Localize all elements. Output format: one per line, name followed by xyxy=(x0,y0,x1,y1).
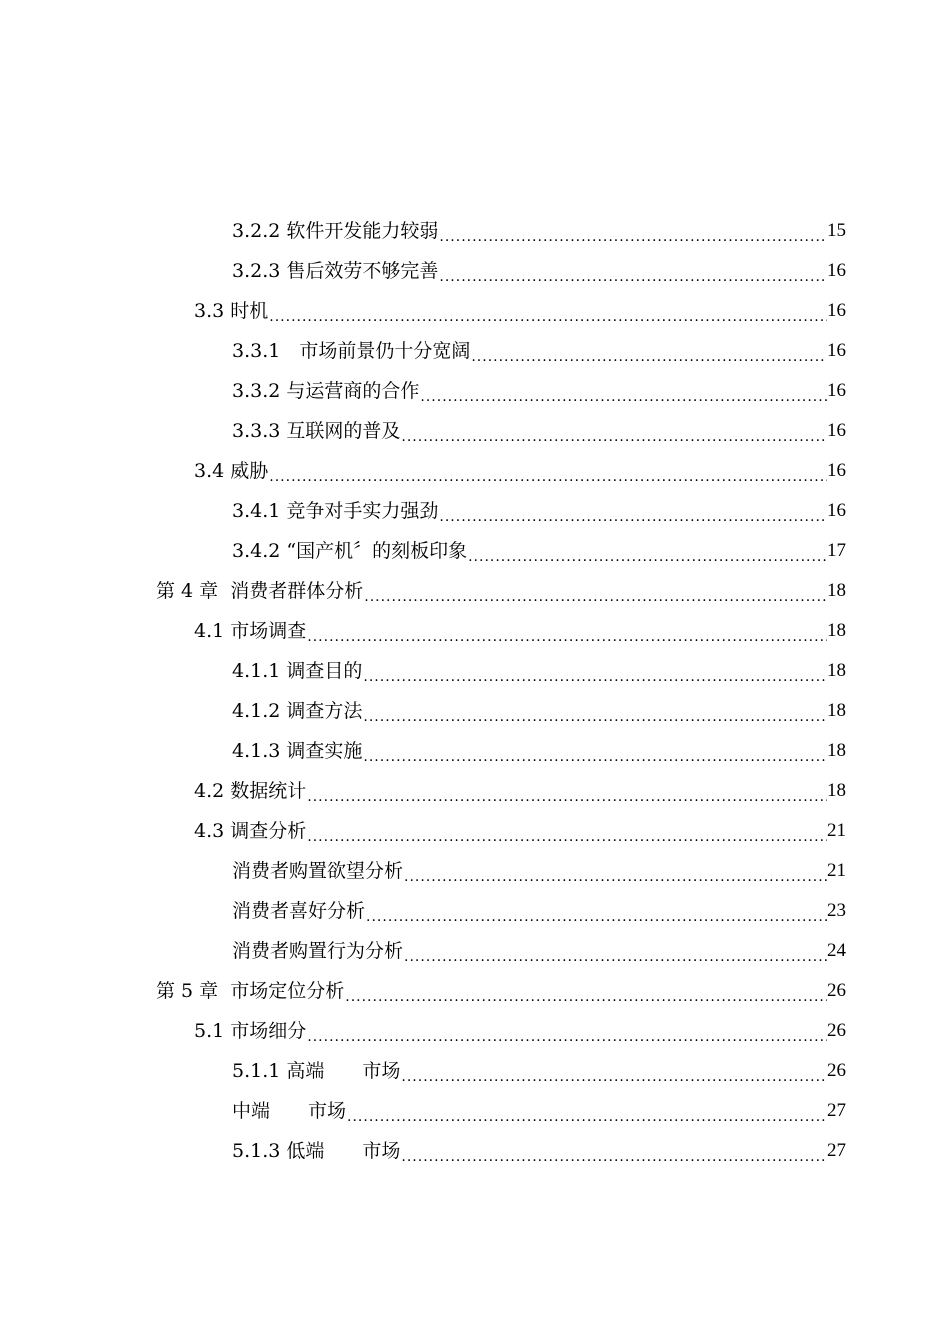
toc-page-number: 16 xyxy=(827,260,846,281)
toc-entry[interactable] xyxy=(0,651,950,691)
toc-page-number: 16 xyxy=(827,340,846,361)
toc-entry-title: 3.4.2 “国产机〞的刻板印象 xyxy=(232,540,468,562)
toc-entry-title: 3.2.2 软件开发能力较弱 xyxy=(232,220,439,242)
toc-page-number: 21 xyxy=(827,860,846,881)
toc-dot-leader xyxy=(365,903,827,931)
toc-entry-title: 4.2 数据统计 xyxy=(194,780,307,802)
toc-dot-leader xyxy=(268,303,827,331)
toc-page-number: 18 xyxy=(827,780,846,801)
toc-entry-title: 4.1.2 调查方法 xyxy=(232,700,363,722)
toc-dot-leader xyxy=(438,263,827,291)
toc-entry[interactable] xyxy=(0,331,950,371)
toc-entry[interactable] xyxy=(0,851,950,891)
toc-dot-leader xyxy=(306,623,827,651)
toc-entry-title: 5.1 市场细分 xyxy=(194,1020,307,1042)
toc-dot-leader xyxy=(362,663,827,691)
toc-page-number: 16 xyxy=(827,460,846,481)
toc-page-number: 18 xyxy=(827,700,846,721)
toc-entry-title: 3.3.1 市场前景仍十分宽阔 xyxy=(232,340,471,362)
toc-entry-title: 3.3.3 互联网的普及 xyxy=(232,420,401,442)
toc-entry[interactable] xyxy=(0,291,950,331)
toc-dot-leader xyxy=(419,383,827,411)
toc-entry[interactable] xyxy=(0,571,950,611)
toc-entry-title: 4.3 调查分析 xyxy=(194,820,307,842)
toc-page-number: 16 xyxy=(827,420,846,441)
toc-entry[interactable] xyxy=(0,771,950,811)
toc-entry[interactable] xyxy=(0,451,950,491)
toc-page-number: 18 xyxy=(827,740,846,761)
toc-page-number: 18 xyxy=(827,580,846,601)
toc-entry[interactable] xyxy=(0,1091,950,1131)
toc-dot-leader xyxy=(346,1103,827,1131)
toc-entry[interactable] xyxy=(0,691,950,731)
toc-page-number: 17 xyxy=(827,540,846,561)
toc-dot-leader xyxy=(362,703,827,731)
toc-entry[interactable] xyxy=(0,491,950,531)
toc-dot-leader xyxy=(306,783,827,811)
toc-page-number: 24 xyxy=(827,940,846,961)
toc-entry-title: 3.3.2 与运营商的合作 xyxy=(232,380,420,402)
toc-dot-leader xyxy=(403,863,827,891)
toc-entry[interactable] xyxy=(0,1011,950,1051)
toc-page-number: 18 xyxy=(827,620,846,641)
toc-dot-leader xyxy=(403,943,827,971)
toc-page-number: 27 xyxy=(827,1100,846,1121)
toc-page-number: 16 xyxy=(827,500,846,521)
toc-entry-title: 4.1.1 调查目的 xyxy=(232,660,363,682)
toc-entry[interactable] xyxy=(0,891,950,931)
toc-entry-title: 消费者购置欲望分析 xyxy=(232,860,404,882)
toc-page-number: 26 xyxy=(827,1060,846,1081)
toc-entry[interactable] xyxy=(0,731,950,771)
toc-page-number: 27 xyxy=(827,1140,846,1161)
toc-entry-title: 5.1.3 低端 市场 xyxy=(232,1140,401,1162)
toc-dot-leader xyxy=(438,503,827,531)
toc-page-number: 15 xyxy=(827,220,846,241)
toc-page-number: 16 xyxy=(827,380,846,401)
toc-entry-title: 5.1.1 高端 市场 xyxy=(232,1060,401,1082)
toc-page-number: 18 xyxy=(827,660,846,681)
table-of-contents xyxy=(0,211,950,1171)
toc-entry[interactable] xyxy=(0,211,950,251)
toc-entry[interactable] xyxy=(0,411,950,451)
toc-entry-title: 消费者喜好分析 xyxy=(232,900,366,922)
toc-page-number: 26 xyxy=(827,980,846,1001)
toc-dot-leader xyxy=(400,1143,827,1171)
toc-page-number: 21 xyxy=(827,820,846,841)
toc-dot-leader xyxy=(467,543,827,571)
toc-entry-title: 3.4.1 竞争对手实力强劲 xyxy=(232,500,439,522)
toc-entry[interactable] xyxy=(0,1051,950,1091)
toc-entry-title: 3.3 时机 xyxy=(194,300,269,322)
toc-dot-leader xyxy=(268,463,827,491)
toc-entry-title: 消费者购置行为分析 xyxy=(232,940,404,962)
toc-entry[interactable] xyxy=(0,371,950,411)
toc-dot-leader xyxy=(306,823,827,851)
toc-dot-leader xyxy=(306,1023,827,1051)
toc-entry-title: 中端 市场 xyxy=(232,1100,347,1122)
toc-dot-leader xyxy=(400,423,827,451)
toc-entry[interactable] xyxy=(0,1131,950,1171)
toc-entry-title: 3.2.3 售后效劳不够完善 xyxy=(232,260,439,282)
toc-page-number: 16 xyxy=(827,300,846,321)
toc-entry[interactable] xyxy=(0,611,950,651)
toc-entry[interactable] xyxy=(0,811,950,851)
toc-dot-leader xyxy=(363,583,827,611)
toc-dot-leader xyxy=(438,223,827,251)
toc-page-number: 26 xyxy=(827,1020,846,1041)
toc-entry-title: 第 5 章 市场定位分析 xyxy=(156,980,345,1002)
toc-dot-leader xyxy=(470,343,827,371)
toc-dot-leader xyxy=(400,1063,827,1091)
toc-entry[interactable] xyxy=(0,931,950,971)
toc-dot-leader xyxy=(344,983,827,1011)
toc-entry[interactable] xyxy=(0,531,950,571)
toc-entry-title: 4.1.3 调查实施 xyxy=(232,740,363,762)
toc-entry[interactable] xyxy=(0,251,950,291)
toc-entry-title: 4.1 市场调查 xyxy=(194,620,307,642)
toc-entry[interactable] xyxy=(0,971,950,1011)
toc-page-number: 23 xyxy=(827,900,846,921)
toc-dot-leader xyxy=(362,743,827,771)
toc-entry-title: 3.4 威胁 xyxy=(194,460,269,482)
toc-entry-title: 第 4 章 消费者群体分析 xyxy=(156,580,364,602)
